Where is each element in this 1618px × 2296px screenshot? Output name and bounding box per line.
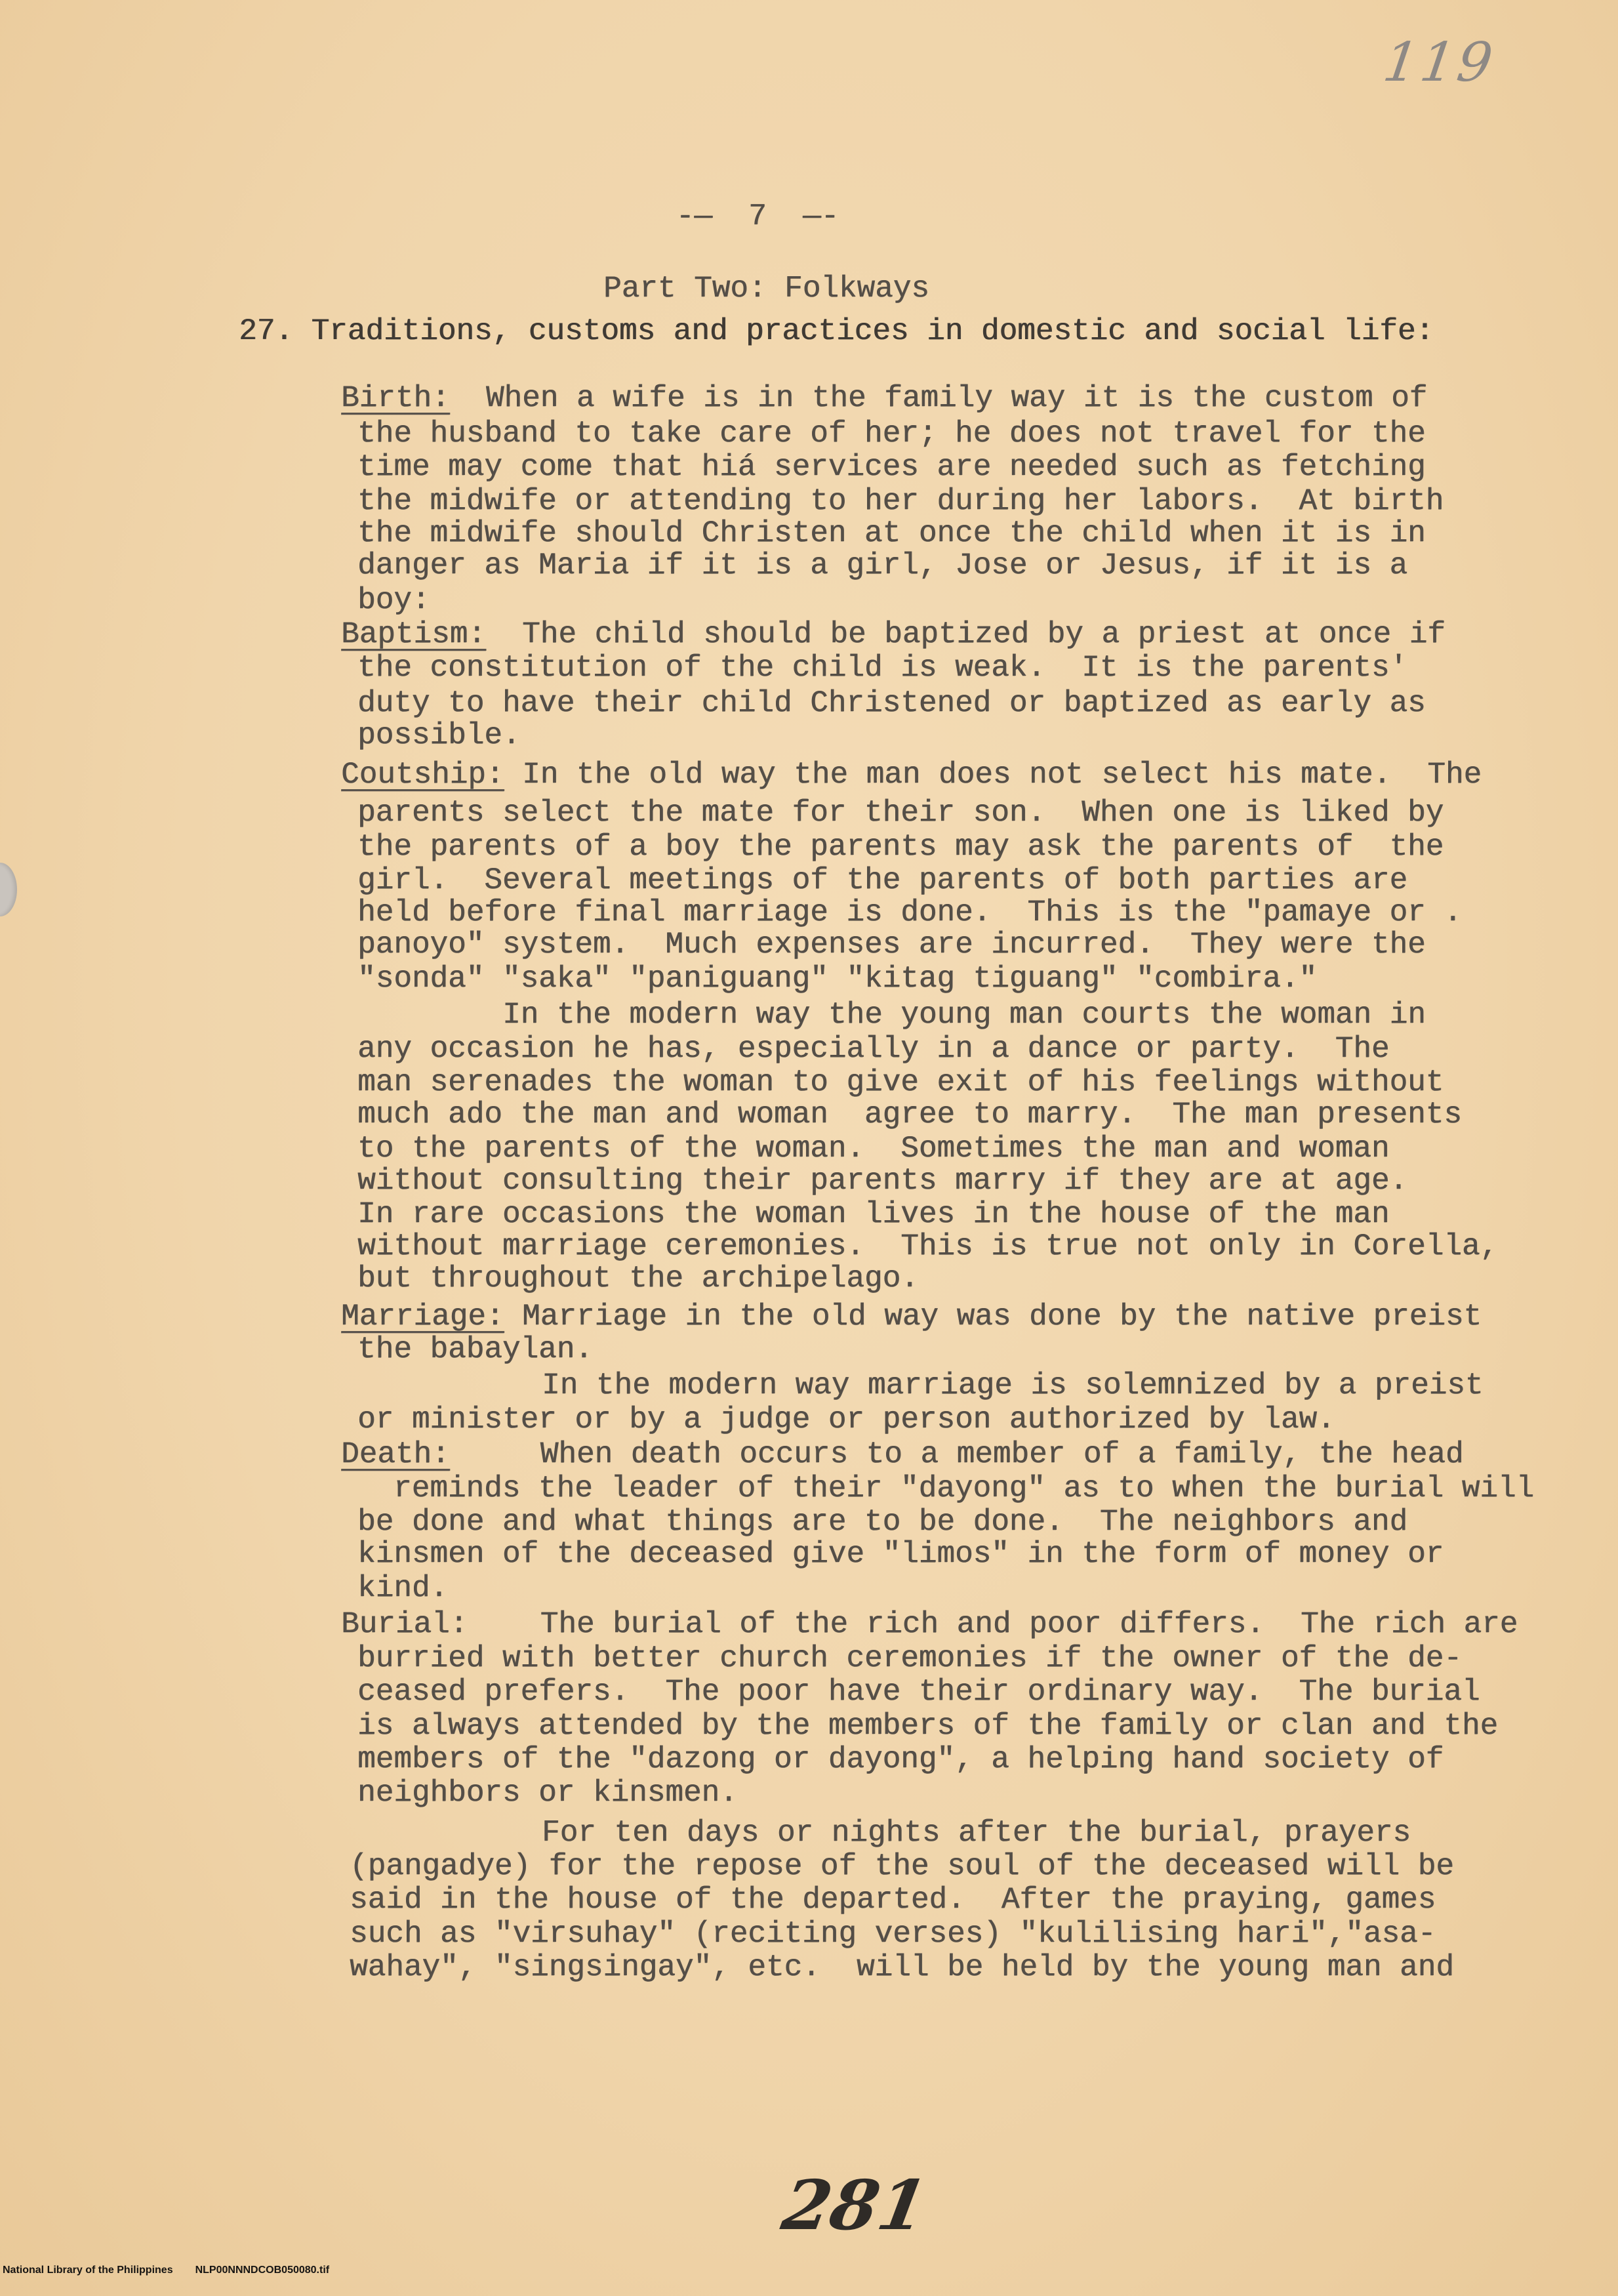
baptism-line: the constitution of the child is weak. It is the parents' xyxy=(357,651,1408,685)
marriage-text: Marriage in the old way was done by the native preist xyxy=(522,1300,1482,1334)
courtship-line: any occasion he has, especially in a dance or party. The xyxy=(357,1032,1390,1066)
burial-line: said in the house of the departed. After the praying, games xyxy=(350,1883,1436,1917)
birth-line: the midwife should Christen at once the child when it is in xyxy=(357,516,1426,550)
baptism-line xyxy=(341,618,1446,651)
marriage-line: the babaylan. xyxy=(357,1332,593,1366)
section-label-death: Death: xyxy=(341,1437,450,1471)
baptism-line: duty to have their child Christened or baptized as early as xyxy=(357,686,1426,720)
courtship-line: without consulting their parents marry if they are at age. xyxy=(357,1164,1408,1198)
scan-footer xyxy=(3,2265,329,2276)
courtship-line: parents select the mate for their son. When one is liked by xyxy=(357,796,1444,830)
death-line: kind. xyxy=(357,1571,449,1605)
section-label-baptism: Baptism: xyxy=(341,617,486,651)
death-line: reminds the leader of their "dayong" as to when the burial will xyxy=(394,1471,1535,1506)
burial-line xyxy=(341,1608,1518,1641)
burial-line: members of the "dazong or dayong", a helping hand society of xyxy=(357,1742,1444,1776)
birth-line: the midwife or attending to her during her labors. At birth xyxy=(357,484,1444,518)
courtship-line xyxy=(341,758,1482,791)
death-line: kinsmen of the deceased give "limos" in the form of money or xyxy=(357,1537,1444,1571)
courtship-line: "sonda" "saka" "paniguang" "kitag tiguang" "combira." xyxy=(357,962,1318,996)
courtship-line: without marriage ceremonies. This is true not only in Corella, xyxy=(357,1229,1499,1263)
courtship-line: but throughout the archipelago. xyxy=(357,1261,919,1296)
handwritten-page-number: 119 xyxy=(1379,31,1499,94)
section-label-marriage: Marriage: xyxy=(341,1300,504,1334)
marriage-line xyxy=(341,1300,1482,1333)
courtship-text: In the old way the man does not select his mate. The xyxy=(522,758,1482,792)
courtship-line: panoyo" system. Much expenses are incurred. They were the xyxy=(357,928,1426,962)
burial-text: The burial of the rich and poor differs. The rich are xyxy=(540,1607,1518,1641)
marriage-line: In the modern way marriage is solemnized by a preist xyxy=(542,1368,1484,1403)
punch-hole xyxy=(0,863,17,916)
burial-line: burried with better church ceremonies if the owner of the de- xyxy=(357,1641,1462,1675)
courtship-line: girl. Several meetings of the parents of both parties are xyxy=(357,863,1408,897)
courtship-line: much ado the man and woman agree to marry. The man presents xyxy=(357,1097,1462,1132)
typed-page-number: -— 7 —- xyxy=(676,199,839,234)
birth-text: When a wife is in the family way it is the custom of xyxy=(485,381,1428,415)
burial-line: wahay", "singsingay", etc. will be held by the young man and xyxy=(350,1950,1454,1984)
birth-line xyxy=(341,382,1427,415)
courtship-line: In the modern way the young man courts the woman in xyxy=(502,998,1426,1032)
part-title: Part Two: Folkways xyxy=(603,272,929,306)
baptism-line: possible. xyxy=(357,718,521,752)
courtship-line: to the parents of the woman. Sometimes the man and woman xyxy=(357,1132,1390,1166)
baptism-text: The child should be baptized by a priest at once if xyxy=(522,617,1446,651)
death-line: be done and what things are to be done. The neighbors and xyxy=(357,1505,1408,1539)
burial-line: is always attended by the members of the family or clan and the xyxy=(357,1709,1499,1743)
birth-line: boy: xyxy=(357,583,430,617)
section-label-birth: Birth: xyxy=(341,381,450,415)
item-heading: 27. Traditions, customs and practices in domestic and social life: xyxy=(239,314,1434,348)
death-line xyxy=(341,1438,1464,1471)
courtship-line: the parents of a boy the parents may ask the parents of the xyxy=(357,830,1444,864)
birth-line: time may come that hiá services are needed such as fetching xyxy=(357,450,1426,484)
library-name: National Library of the Philippines xyxy=(3,2265,173,2276)
birth-line: danger as Maria if it is a girl, Jose or Jesus, if it is a xyxy=(357,548,1408,583)
burial-line: such as "virsuhay" (reciting verses) "kulilising hari","asa- xyxy=(350,1917,1436,1951)
death-text: When death occurs to a member of a family, the head xyxy=(540,1437,1464,1471)
burial-line: For ten days or nights after the burial, prayers xyxy=(542,1816,1411,1850)
burial-line: ceased prefers. The poor have their ordinary way. The burial xyxy=(357,1675,1480,1709)
burial-line: neighbors or kinsmen. xyxy=(357,1776,738,1810)
birth-line: the husband to take care of her; he does not travel for the xyxy=(357,417,1426,451)
section-label-courtship: Coutship: xyxy=(341,758,504,792)
courtship-line: held before final marriage is done. This is the "pamaye or . xyxy=(357,895,1462,930)
section-label-burial: Burial: xyxy=(341,1607,468,1641)
burial-line: (pangadye) for the repose of the soul of the deceased will be xyxy=(350,1849,1454,1883)
courtship-line: In rare occasions the woman lives in the house of the man xyxy=(357,1197,1390,1231)
scan-filename: NLP00NNNDCOB050080.tif xyxy=(195,2265,330,2276)
handwritten-folio-number: 281 xyxy=(777,2165,933,2245)
marriage-line: or minister or by a judge or person authorized by law. xyxy=(357,1403,1335,1437)
courtship-line: man serenades the woman to give exit of his feelings without xyxy=(357,1065,1444,1099)
